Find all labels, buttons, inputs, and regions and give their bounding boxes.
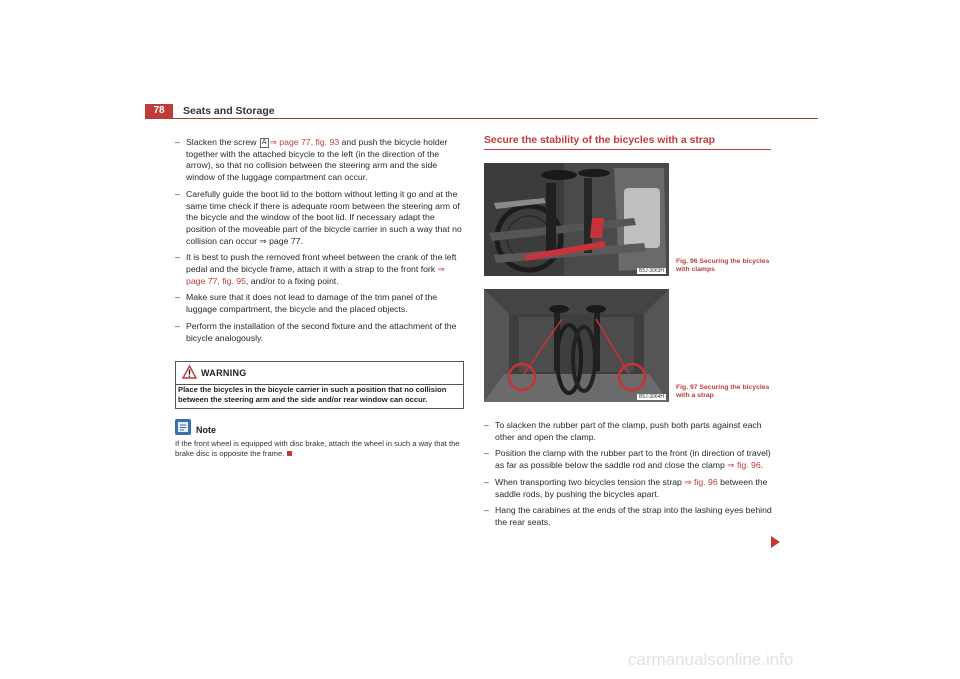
figure-bicycles-clamps [484,163,669,276]
figure-id: B5J-3063H [638,268,664,274]
warning-title: WARNING [201,368,247,378]
item-text: It is best to push the removed front wheel between the crank of the left pedal and the bicycle frame, attach it with a strap to the front fork [186,252,457,275]
item-text: Make sure that it does not lead to damage of the trim panel of the luggage compartment, the bicycle and the placed objects. [186,292,438,315]
screw-badge: A [261,139,267,146]
figure-caption: Fig. 96 Securing the bicycles with clamps [676,258,770,274]
next-page-arrow-icon[interactable] [771,536,780,548]
figure-reference-link[interactable]: ⇒ fig. 96 [684,476,718,487]
warning-text: Place the bicycles in the bicycle carrier in such a position that no collision between the steering arm and the side and/or rear window can occur. [178,385,447,404]
item-text: and push the bicycle holder together with the attached bicycle to the left (in the direction of the arrow), so that no collision between the steering arm and the side window of the luggage compartment can occur. [186,137,448,183]
section-title: Seats and Storage [183,105,275,117]
item-text: between the saddle rods, by pushing the bicycles apart. [495,476,768,499]
list-item: – Make sure that it does not lead to damage of the trim panel of the luggage compartment, the bicycle and the placed objects. [175,292,438,315]
note-title: Note [196,425,216,435]
item-text: . [760,460,764,471]
note-icon [175,419,191,435]
heading-rule [484,149,771,150]
footer-watermark: carmanualsonline.info [628,650,794,669]
subsection-heading: Secure the stability of the bicycles with a strap [484,135,715,146]
item-text: Carefully guide the boot lid to the bottom without letting it go and at the same time check if there is adequate room between the steering arm of the bicycle and the window of the boot lid. If necessary adapt the position of the moveable part of the bicycle carrier in such a way that no collision can occur ⇒ page 77. [186,188,462,246]
list-item: – Perform the installation of the second fixture and the attachment of the bicycle analogously. [175,320,457,343]
end-of-section-marker [287,451,292,456]
figure-id: B5J-3064H [638,394,664,400]
warning-triangle-icon [182,365,197,379]
item-text: Hang the carabines at the ends of the strap into the lashing eyes behind the rear seats. [495,505,772,527]
note-text: If the front wheel is equipped with disc brake, attach the wheel in such a way that the brake disc is opposite the frame. [175,439,460,458]
item-text: Position the clamp with the rubber part to the front (in direction of travel) as far as possible below the saddle rod and close the clamp [495,448,771,471]
item-text: , and/or to a fixing point. [245,275,339,286]
bicycles-strap-illustration [484,289,669,402]
item-text: When transporting two bicycles tension the strap [495,476,685,487]
page-number: 78 [145,104,173,118]
page-reference-link[interactable]: ⇒ page 77, fig. 93 [269,137,340,147]
left-column [175,137,463,349]
list-item: – To slacken the rubber part of the clamp, push both parts against each other and open the clamp. [484,420,762,442]
warning-box [175,361,464,409]
list-item: – Carefully guide the boot lid to the bottom without letting it go and at the same time check if there is adequate room between the steering arm of the bicycle and the window of the boot lid. If necessary adapt the position of the moveable part of the bicycle carrier in such a way that no collision can occur ⇒ page 77. [175,188,462,246]
list-item: – Hang the carabines at the ends of the strap into the lashing eyes behind the rear seats. [484,505,772,527]
warning-header [176,362,463,385]
item-text: Slacken the screw [186,137,259,147]
item-text: To slacken the rubber part of the clamp, push both parts against each other and open the clamp. [495,420,762,442]
figure-caption: Fig. 97 Securing the bicycles with a strap [676,384,770,400]
right-column [484,420,774,534]
bicycles-clamps-illustration [484,163,669,276]
page-reference-link[interactable]: ⇒ page 77, fig. 95 [186,264,445,286]
figure-reference-link[interactable]: ⇒ fig. 96 [727,460,761,471]
item-text: Perform the installation of the second fixture and the attachment of the bicycle analogously. [186,320,457,343]
figure-bicycles-strap [484,289,669,402]
header-rule [145,118,818,119]
list-item: – It is best to push the removed front wheel between the crank of the left pedal and the bicycle frame, attach it with a strap to the front fork ⇒ page 77, fig. 95, and/or to a fixing point. [175,252,457,286]
list-item: – Slacken the screw A ⇒ page 77, fig. 93 and push the bicycle holder together with the attached bicycle to the left (in the direction of the arrow), so that no collision between the steering arm and the side window of the luggage compartment can occur. [175,137,448,183]
list-item: – Position the clamp with the rubber part to the front (in direction of travel) as far as possible below the saddle rod and close the clamp ⇒ fig. 96. [484,448,771,471]
list-item: – When transporting two bicycles tension the strap ⇒ fig. 96 between the saddle rods, by pushing the bicycles apart. [484,476,768,499]
